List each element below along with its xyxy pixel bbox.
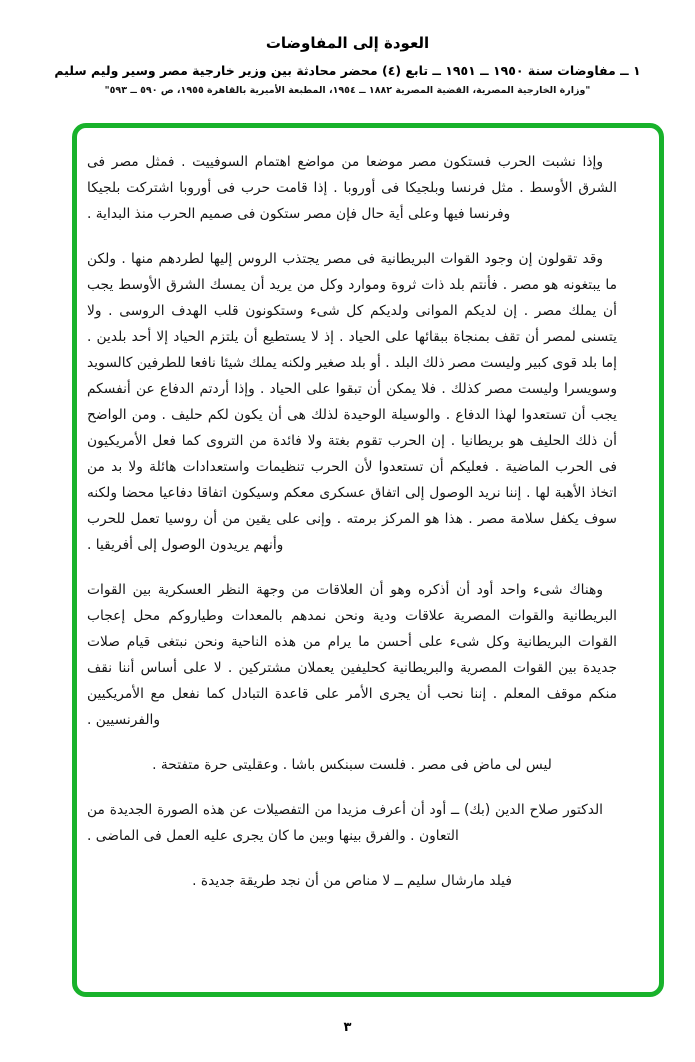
green-annotation-box <box>72 123 664 997</box>
document-body <box>87 149 617 913</box>
paragraph-1: وإذا نشبت الحرب فستكون مصر موضعا من مواضع اهتمام السوفييت . فمثل مصر فى الشرق الأوسط . مثل فرنسا وبلجيكا فى أوروبا . إذا قامت حرب فى أوروبا اشتركت بلجيكا وفرنسا فيها وعلى أية حال فإن مصر ستكون فى صميم الحرب منذ البداية . <box>87 154 617 222</box>
document-header <box>0 34 695 96</box>
document-source-citation: "وزارة الخارجية المصرية، القضية المصرية ١٨٨٢ ــ ١٩٥٤، المطبعة الأميرية بالقاهرة ١٩٥٥، ص ٥٩٠ ــ ٥٩٣" <box>104 85 591 96</box>
page-number: ٣ <box>343 1020 352 1035</box>
paragraph-4: ليس لى ماض فى مصر . فلست سبنكس باشا . وعقليتى حرة متفتحة . <box>152 757 552 773</box>
paragraph-6-speaker-field-marshal-slim: فيلد مارشال سليم ــ لا مناص من أن نجد طريقة جديدة . <box>192 873 512 889</box>
paragraph-5-speaker-salah-el-din: الدكتور صلاح الدين (بك) ــ أود أن أعرف مزيدا من التفصيلات عن هذه الصورة الجديدة من التعاون . والفرق بينها وبين ما كان يجرى عليه العمل فى الماضى . <box>87 802 603 844</box>
page-title: العودة إلى المفاوضات <box>265 34 430 52</box>
document-subtitle: ١ ــ مفاوضات سنة ١٩٥٠ ــ ١٩٥١ ــ تابع (٤) محضر محادثة بين وزير خارجية مصر وسير وليم سليم <box>54 63 641 78</box>
paragraph-3: وهناك شىء واحد أود أن أذكره وهو أن العلاقات من وجهة النظر العسكرية بين القوات البريطانية والقوات المصرية علاقات ودية ونحن نمدهم بالمعدات وطياروكم محل إعجاب القوات البريطانية وكل شىء على أحسن ما يرام من هذه الناحية ونحن نبتغى قيام صلات جديدة بين القوات المصرية والبريطانية كحليفين يعملان مشتركين . لا على أساس أننا نقف منكم موقف المعلم . إننا نحب أن يجرى الأمر على قاعدة التبادل كما نفعل مع الأمريكيين والفرنسيين . <box>87 582 617 728</box>
paragraph-2: وقد تقولون إن وجود القوات البريطانية فى مصر يجتذب الروس إليها لطردهم منها . ولكن ما يبتغونه هو مصر . فأنتم بلد ذات ثروة وموارد وكل من يريد أن يمسك الشرق الأوسط يجب أن يملك مصر . إن لديكم الموانى ولديكم كل شىء وستكونون قلب الهدف الروسى . ولا يتسنى لمصر أن تقف بمنجاة ببقائها على الحياد . إذ لا يستطيع أن يلتزم الحياد إلا أحد بلدين . إما بلد قوى كبير وليست مصر ذلك البلد . أو بلد صغير ولكنه يملك شيئا نافعا للطرفين كالسويد وسويسرا وليست مصر كذلك . فلا يمكن أن تبقوا على الحياد . وإذا أردتم الدفاع عن أنفسكم يجب أن تستعدوا لهذا الدفاع . والوسيلة الوحيدة لذلك هى أن يكون لكم حليف . ومن الواضح أن ذلك الحليف هو بريطانيا . إن الحرب تقوم بغتة ولا فائدة من التروى كما فعل الأمريكيون فى الحرب الماضية . فعليكم أن تستعدوا لأن الحرب تنظيمات واستعدادات هائلة ولا بد من اتخاذ الأهبة لها . إننا نريد الوصول إلى اتفاق عسكرى معكم وسيكون اتفاقا دفاعيا محضا ولكنه سوف يكفل سلامة مصر . هذا هو المركز برمته . وإنى على يقين من أن روسيا تعمل للحرب وأنهم يريدون الوصول إلى أفريقيا . <box>87 251 617 553</box>
